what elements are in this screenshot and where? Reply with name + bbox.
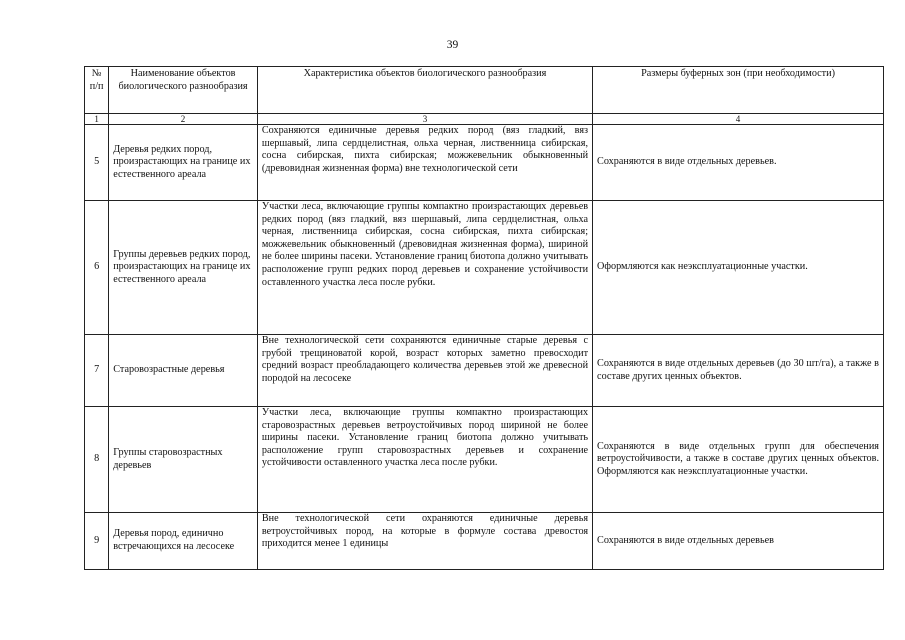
table-row: [85, 513, 884, 570]
buffer-zone: Сохраняются в виде отдельных деревьев.: [593, 125, 884, 201]
biodiversity-table: [84, 66, 884, 570]
buffer-zone: Оформляются как неэксплуатационные участки.: [593, 201, 884, 335]
column-number: 2: [109, 114, 258, 125]
object-characteristics: Участки леса, включающие группы компактно произрастающих деревьев редких пород (вяз гладкий, вяз шершавый, липа сердцелистная, ольха черная, лиственница сибирская, сосна сибирская, пихта сибирская; можжевельник обыкновенный (древовидная жизненная форма), шириной не более ширины пасеки. Установление границ биотопа должно учитывать расположение групп редких пород деревьев и сохранение устойчивости оставленного участка леса после рубки.: [257, 201, 592, 335]
row-number: 6: [85, 201, 109, 335]
column-number: 3: [257, 114, 592, 125]
row-number: 9: [85, 513, 109, 570]
object-name: Деревья пород, единично встречающихся на лесосеке: [109, 513, 258, 570]
object-name: Старовозрастные деревья: [109, 335, 258, 407]
object-characteristics: Вне технологической сети сохраняются единичные старые деревья с грубой трещиноватой корой, возраст которых заметно превосходит средний возраст преобладающего количества деревьев этой же древесной породой на лесосеке: [257, 335, 592, 407]
header-buffer-zones: Размеры буферных зон (при необходимости): [593, 67, 884, 114]
page-number: 39: [446, 39, 459, 51]
table-row: [85, 201, 884, 335]
row-number: 7: [85, 335, 109, 407]
row-number: 8: [85, 407, 109, 513]
header-object-name: Наименование объектов биологического разнообразия: [109, 67, 258, 114]
object-name: Деревья редких пород, произрастающих на границе их естественного ареала: [109, 125, 258, 201]
buffer-zone: Сохраняются в виде отдельных деревьев: [593, 513, 884, 570]
column-number: 1: [85, 114, 109, 125]
row-number: 5: [85, 125, 109, 201]
header-characteristics: Характеристика объектов биологического разнообразия: [257, 67, 592, 114]
object-characteristics: Сохраняются единичные деревья редких пород (вяз гладкий, вяз шершавый, липа сердцелистная, ольха черная, лиственница сибирская, сосна сибирская, пихта сибирская; можжевельник обыкновенный (древовидная жизненная форма) вне технологической сети: [257, 125, 592, 201]
buffer-zone: Сохраняются в виде отдельных групп для обеспечения ветроустойчивости, а также в составе других ценных объектов. Оформляются как неэксплуатационные участки.: [593, 407, 884, 513]
header-number: № п/п: [85, 67, 109, 114]
object-characteristics: Вне технологической сети охраняются единичные деревья ветроустойчивых пород, на которые в формуле состава древостоя приходится менее 1 единицы: [257, 513, 592, 570]
table-row: [85, 407, 884, 513]
object-characteristics: Участки леса, включающие группы компактно произрастающих старовозрастных деревьев ветроустойчивых пород шириной не более ширины пасеки. Установление границ биотопа должно учитывать расположение групп старовозрастных деревьев и сохранение устойчивости оставленного участка леса после рубки.: [257, 407, 592, 513]
table-row: [85, 125, 884, 201]
column-number: 4: [593, 114, 884, 125]
buffer-zone: Сохраняются в виде отдельных деревьев (до 30 шт/га), а также в составе других ценных объектов.: [593, 335, 884, 407]
object-name: Группы деревьев редких пород, произрастающих на границе их естественного ареала: [109, 201, 258, 335]
column-number-row: [85, 114, 884, 125]
table-header-row: [85, 67, 884, 114]
object-name: Группы старовозрастных деревьев: [109, 407, 258, 513]
table-row: [85, 335, 884, 407]
